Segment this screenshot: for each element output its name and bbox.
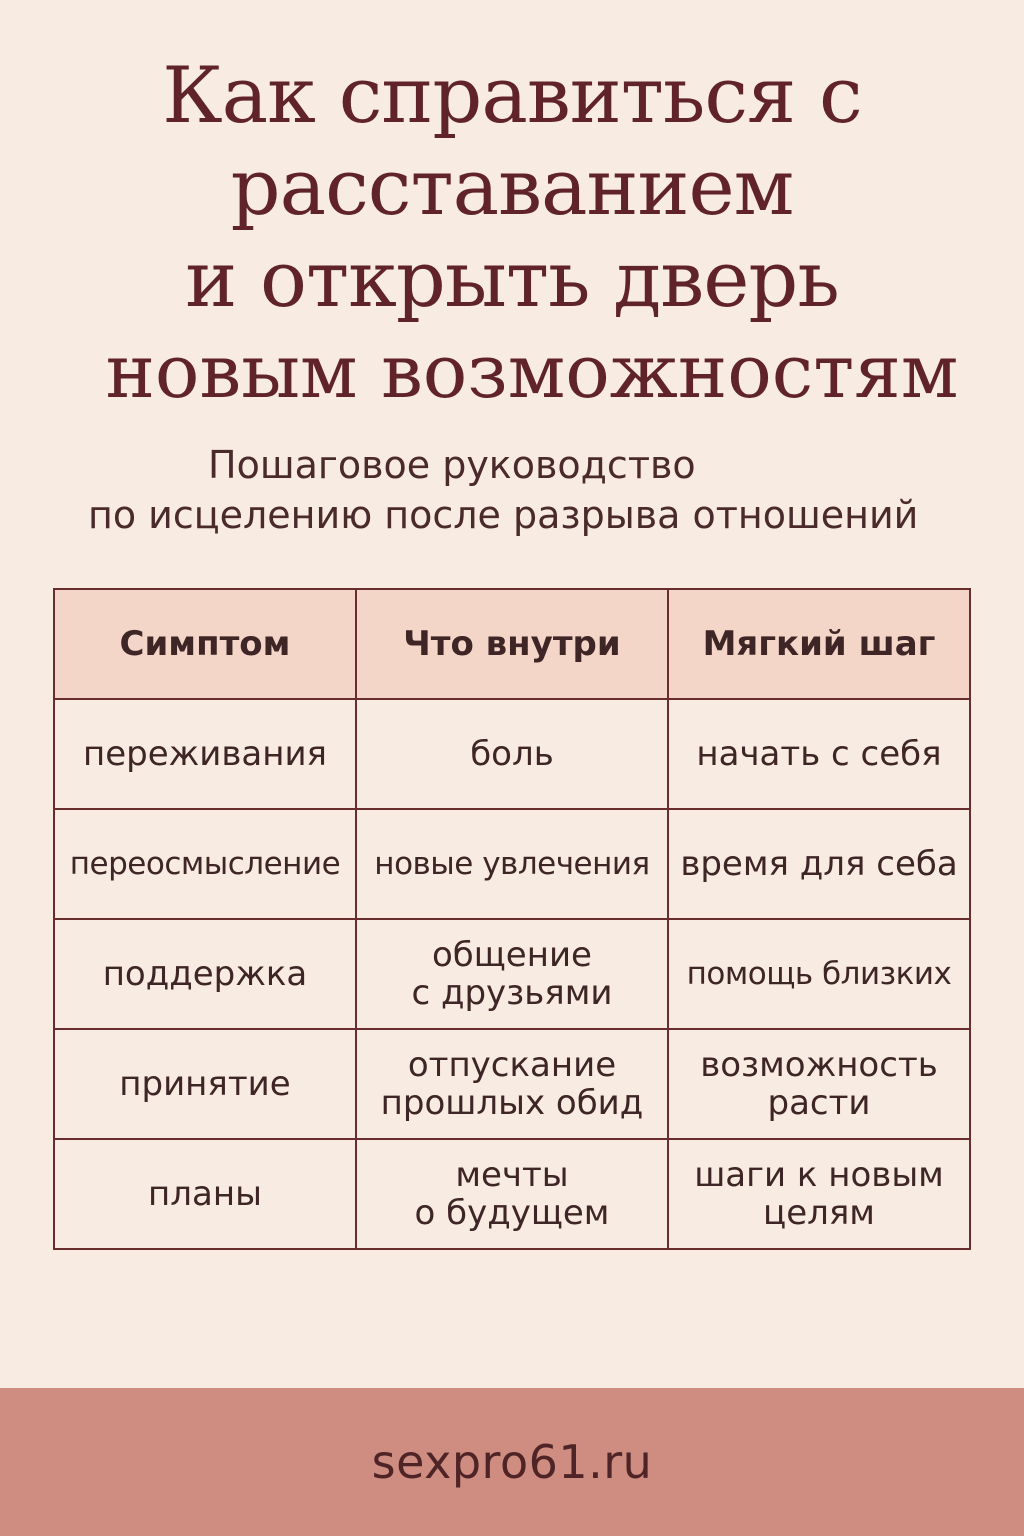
subtitle xyxy=(0,440,1024,540)
cell-soft-step: время для себа xyxy=(668,809,970,919)
table-row xyxy=(54,919,970,1029)
cell-symptom: переживания xyxy=(54,699,356,809)
cell-inside: общение с друзьями xyxy=(356,919,668,1029)
table-row xyxy=(54,1029,970,1139)
cell-inside: отпускание прошлых обид xyxy=(356,1029,668,1139)
symptom-table xyxy=(53,588,971,1250)
table-header-row xyxy=(54,589,970,699)
cell-symptom: поддержка xyxy=(54,919,356,1029)
cell-inside: новые увлечения xyxy=(356,809,668,919)
table-row xyxy=(54,809,970,919)
table-row xyxy=(54,699,970,809)
cell-soft-step: начать с себя xyxy=(668,699,970,809)
cell-soft-step: шаги к новым целям xyxy=(668,1139,970,1249)
cell-soft-step: помощь близких xyxy=(668,919,970,1029)
page-title xyxy=(0,50,1024,418)
cell-inside: боль xyxy=(356,699,668,809)
site-link[interactable]: sexpro61.ru xyxy=(371,1435,653,1489)
subtitle-line-1: Пошаговое руководство xyxy=(208,443,696,487)
title-line-4: новым возможностям xyxy=(105,329,959,415)
cell-inside: мечты о будущем xyxy=(356,1139,668,1249)
cell-symptom: принятие xyxy=(54,1029,356,1139)
cell-soft-step: возможность расти xyxy=(668,1029,970,1139)
header-symptom: Симптом xyxy=(54,589,356,699)
title-line-1: Как справиться с xyxy=(162,51,862,141)
cell-symptom: планы xyxy=(54,1139,356,1249)
table-row xyxy=(54,1139,970,1249)
header-inside: Что внутри xyxy=(356,589,668,699)
cell-symptom: переосмысление xyxy=(54,809,356,919)
title-line-3: и открыть дверь xyxy=(185,235,839,325)
header-soft-step: Мягкий шаг xyxy=(668,589,970,699)
footer-band xyxy=(0,1388,1024,1536)
title-line-2: расставанием xyxy=(230,143,794,233)
subtitle-line-2: по исцелению после разрыва отношений xyxy=(88,493,919,537)
